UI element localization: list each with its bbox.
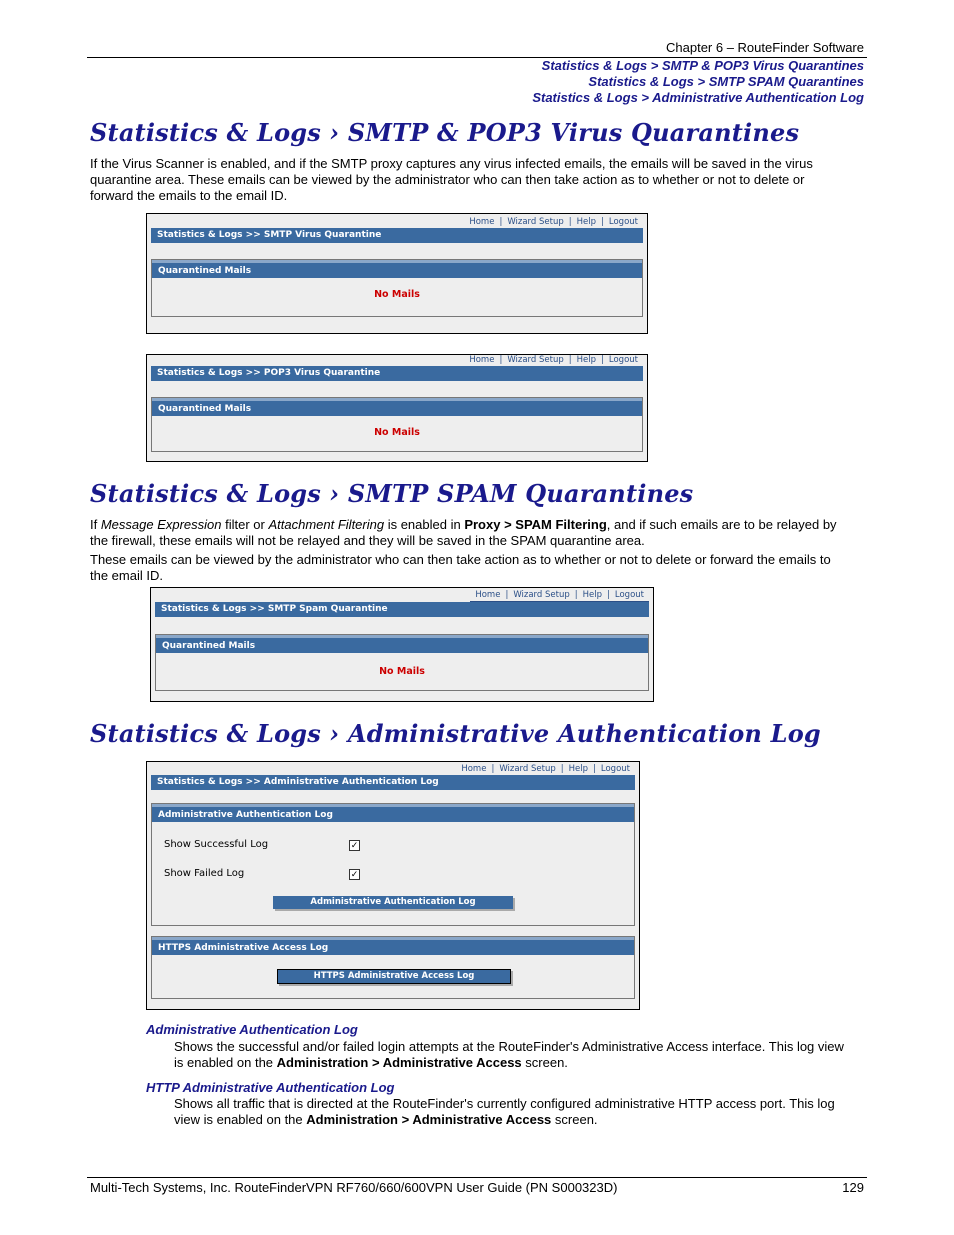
- panel-header: Administrative Authentication Log: [152, 804, 634, 822]
- top-nav: Home | Wizard Setup | Help | Logout: [464, 355, 643, 367]
- panel-header: HTTPS Administrative Access Log: [152, 937, 634, 955]
- show-failed-label: Show Failed Log: [164, 868, 245, 879]
- nav-wizard[interactable]: Wizard Setup: [507, 355, 564, 365]
- nav-home[interactable]: Home: [475, 590, 501, 600]
- nav-help[interactable]: Help: [568, 764, 589, 774]
- no-mails-message: No Mails: [374, 289, 420, 300]
- header-link-spam[interactable]: Statistics & Logs > SMTP SPAM Quarantines: [588, 74, 864, 89]
- top-nav: Home | Wizard Setup | Help | Logout: [470, 590, 649, 602]
- nav-wizard[interactable]: Wizard Setup: [513, 590, 570, 600]
- section-title-virus: Statistics & Logs › SMTP & POP3 Virus Quarantines: [90, 118, 800, 147]
- definition-text-admin-auth: Shows the successful and/or failed login attempts at the RouteFinder's Administrative Access interface. This log view is enabled on the Administration > Administrative Access screen.: [174, 1039, 844, 1070]
- section-title-spam: Statistics & Logs › SMTP SPAM Quarantines: [90, 479, 694, 508]
- top-nav: Home | Wizard Setup | Help | Logout: [464, 217, 643, 229]
- definition-text-http-auth: Shows all traffic that is directed at the RouteFinder's currently configured administrative HTTP access port. This log view is enabled on the Administration > Administrative Access screen.: [174, 1096, 835, 1127]
- show-failed-checkbox[interactable]: ✓: [350, 869, 359, 879]
- footer-rule: [87, 1177, 867, 1178]
- admin-auth-log-button[interactable]: Administrative Authentication Log: [273, 896, 513, 909]
- chapter-title: Chapter 6 – RouteFinder Software: [666, 40, 864, 55]
- nav-logout[interactable]: Logout: [614, 590, 644, 600]
- nav-logout[interactable]: Logout: [608, 217, 638, 227]
- panel-header: Quarantined Mails: [156, 635, 648, 653]
- page-breadcrumb-bar: Statistics & Logs >> SMTP Virus Quarantine: [151, 228, 643, 243]
- nav-wizard[interactable]: Wizard Setup: [499, 764, 556, 774]
- nav-home[interactable]: Home: [469, 217, 495, 227]
- nav-help[interactable]: Help: [576, 217, 597, 227]
- definition-term-http-auth: HTTP Administrative Authentication Log: [146, 1080, 395, 1095]
- panel-header: Quarantined Mails: [152, 260, 642, 278]
- admin-auth-log-panel: [151, 803, 635, 926]
- virus-paragraph: If the Virus Scanner is enabled, and if the SMTP proxy captures any virus infected emails, the emails will be saved in the virus quarantine area. These emails can be viewed by the administrator who can then take action as to whether or not to delete or forward the emails to the email ID.: [90, 156, 813, 203]
- definition-term-admin-auth: Administrative Authentication Log: [146, 1022, 358, 1037]
- quarantined-mails-panel: [151, 259, 643, 317]
- page-breadcrumb-bar: Statistics & Logs >> Administrative Authentication Log: [151, 775, 635, 790]
- screenshot-smtp-virus: [146, 213, 648, 334]
- page-number: 129: [842, 1180, 864, 1195]
- nav-home[interactable]: Home: [469, 355, 495, 365]
- screenshot-admin-auth-log: [146, 761, 640, 1010]
- https-access-log-panel: [151, 936, 635, 999]
- quarantined-mails-panel: [151, 397, 643, 452]
- spam-paragraph-2: These emails can be viewed by the administrator who can then take action as to whether or not to delete or forward the emails to the email ID.: [90, 552, 831, 583]
- quarantined-mails-panel: [155, 634, 649, 691]
- screenshot-pop3-virus: [146, 354, 648, 462]
- no-mails-message: No Mails: [379, 666, 425, 677]
- page-breadcrumb-bar: Statistics & Logs >> POP3 Virus Quarantine: [151, 366, 643, 381]
- top-nav: Home | Wizard Setup | Help | Logout: [456, 764, 635, 776]
- nav-help[interactable]: Help: [582, 590, 603, 600]
- section-title-admin: Statistics & Logs › Administrative Authentication Log: [90, 719, 821, 748]
- show-successful-checkbox[interactable]: ✓: [350, 840, 359, 850]
- nav-logout[interactable]: Logout: [600, 764, 630, 774]
- nav-wizard[interactable]: Wizard Setup: [507, 217, 564, 227]
- footer-text: Multi-Tech Systems, Inc. RouteFinderVPN RF760/660/600VPN User Guide (PN S000323D): [90, 1180, 618, 1195]
- page-breadcrumb-bar: Statistics & Logs >> SMTP Spam Quarantine: [155, 602, 649, 617]
- spam-paragraph-1: If Message Expression filter or Attachment Filtering is enabled in Proxy > SPAM Filtering, and if such emails are to be relayed by the firewall, these emails will not be relayed and they will be saved in the SPAM quarantine area.: [90, 517, 837, 548]
- screenshot-smtp-spam: [150, 587, 654, 702]
- show-successful-label: Show Successful Log: [164, 839, 269, 850]
- https-access-log-button[interactable]: HTTPS Administrative Access Log: [277, 969, 511, 984]
- panel-header: Quarantined Mails: [152, 398, 642, 416]
- nav-help[interactable]: Help: [576, 355, 597, 365]
- header-link-admin[interactable]: Statistics & Logs > Administrative Authentication Log: [532, 90, 864, 105]
- nav-logout[interactable]: Logout: [608, 355, 638, 365]
- header-link-virus[interactable]: Statistics & Logs > SMTP & POP3 Virus Quarantines: [541, 58, 864, 73]
- nav-home[interactable]: Home: [461, 764, 487, 774]
- no-mails-message: No Mails: [374, 427, 420, 438]
